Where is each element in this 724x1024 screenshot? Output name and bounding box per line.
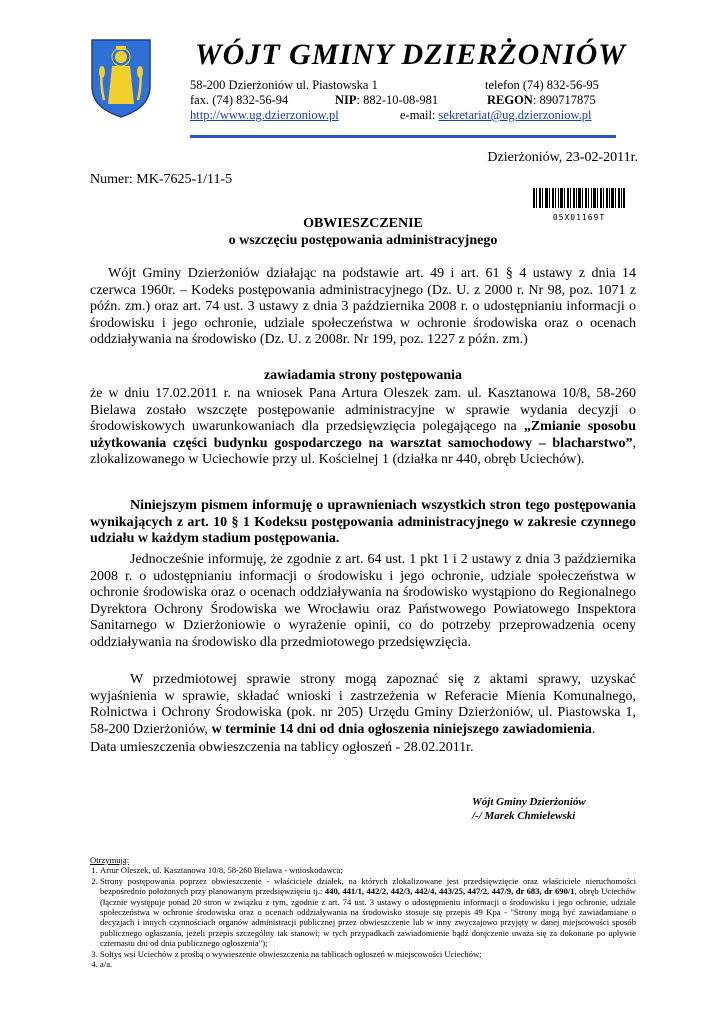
nip-value: : 882-10-08-981 (356, 93, 439, 107)
paragraph-party-rights: Niniejszym pismem informuję o uprawnieniach wszystkich stron tego postępowania wynikających z art. 10 § 1 Kodeksu postępowania administracyjnego w zakresie czynnego udziału w każdym stadium postępowania. (90, 498, 636, 547)
proceedings-text: że w dniu 17.02.2011 r. na wniosek Pana Artura Oleszek zam. ul. Kasztanowa 10/8, 58-260 Bielawa zostało wszczęte postępowanie administracyjne w sprawie wydania decyzji o środowiskowych uwarunkowaniach dla przedsięwzięcia polegającego na (90, 386, 636, 435)
signature-title: Wójt Gminy Dzierżoniów (472, 796, 586, 808)
recipient-item (100, 876, 636, 949)
recipients-list (90, 865, 636, 969)
office-title: WÓJT GMINY DZIERŻONIÓW (195, 38, 626, 71)
regon-value: : 890717875 (532, 93, 596, 107)
posting-date: Data umieszczenia obwieszczenia na tablicy ogłoszeń - 28.02.2011r. (90, 740, 474, 755)
office-regon (487, 93, 596, 108)
email-link[interactable]: sekretariat@ug.dzierzoniow.pl (438, 108, 592, 122)
proceedings-location: , zlokalizowanego w Uciechowie przy ul. Kościelnej 1 (działka nr 440, obręb Uciechów). (90, 435, 636, 468)
barcode-bars (533, 188, 625, 208)
email-label: e-mail: (400, 108, 436, 122)
office-address: 58-200 Dzierżoniów ul. Piastowska 1 (190, 78, 378, 92)
website-link[interactable]: http://www.ug.dzierzoniow.pl (190, 108, 339, 122)
recipient-item: 1. Artur Oleszek, ul. Kasztanowa 10/8, 58-260 Bielawa - wnioskodawca; (100, 865, 636, 875)
coat-of-arms-emblem (90, 38, 152, 118)
notice-subtitle: o wszczęciu postępowania administracyjnego (228, 233, 498, 248)
recipient-item: 4. a/a. (100, 959, 636, 969)
barcode (533, 188, 625, 222)
office-nip (335, 93, 438, 108)
regon-label: REGON (487, 93, 533, 107)
notice-title: OBWIESZCZENIE (303, 216, 423, 231)
recipient-text: Strony postępowania poprzez obwieszczenie - właściciele działek, na których zlokalizowane jest przedsięwzięcie oraz właściciele nieruchomości bezpośrednio położonych przy planowanym przedsięwzięciu tj.: (100, 875, 636, 897)
notice-parties: zawiadamia strony postępowania (263, 368, 463, 383)
signature-name: /-/ Marek Chmielewski (472, 810, 576, 822)
nip-label: NIP (335, 93, 357, 107)
document-number: Numer: MK-7625-1/11-5 (90, 172, 233, 187)
project-name: „Zmianie sposobu użytkowania części budynku gospodarczego na warsztat samochodowy – blacharstwo” (90, 419, 636, 451)
header-divider (190, 135, 616, 138)
recipient-text-continued: , obręb Uciechów (łącznie występuje ponad 20 stron w związku z tym, zgodnie z art. 74 ust. 3 ustawy o udostępnieniu informacji o środowisku i jego ochronie, udziale społeczeństwa w ochronie środowiska oraz o ocenach oddziaływania na środowisko stosuje się przepis 49 Kpa - "Strony mogą być zawiadamiane o decyzjach i innych czynnościach organów administracji publicznej przez obwieszczenie lub w inny zwyczajowo przyjęty w danej miejscowości sposób publicznego ogłaszania, jeżeli przepis szczególny tak stanowi; w tych przypadkach zawiadomienie bądź doręczenie uważa się za dokonane po upływie czternastu dni od dnia publicznego ogłoszenia"); (100, 886, 636, 949)
office-fax: fax. (74) 832-56-94 (190, 93, 289, 107)
access-end: . (591, 721, 596, 737)
paragraph-opinion-request: Jednocześnie informuję, że zgodnie z art. 64 ust. 1 pkt 1 i 2 ustawy z dnia 3 października 2008 r. o udostępnianiu informacji o środowisku i jego ochronie, udziale społeczeństwa w ochronie środowiska oraz o ocenach oddziaływania na środowisko wystąpiono do Regionalnego Dyrektora Ochrony Środowiska we Wrocławiu oraz Państwowego Powiatowego Inspektora Sanitarnego w Dzierżoniowie o wyrażenie opinii, co do potrzeby przeprowadzenia oceny oddziaływania na środowisko dla przedmiotowego przedsięwzięcia. (90, 552, 636, 650)
barcode-text: 05X01169T (552, 213, 606, 222)
office-phone: telefon (74) 832-56-95 (485, 78, 599, 92)
access-text: W przedmiotowej sprawie strony mogą zapoznać się z aktami sprawy, uzyskać wyjaśnienia w sprawie, składać wnioski i zastrzeżenia w Referacie Mienia Komunalnego, Rolnictwa i Ochrony Środowiska (pok. nr 205) Urzędu Gminy Dzierżoniów, ul. Piastowska 1, 58-200 Dzierżoniów, (90, 672, 636, 737)
paragraph-proceedings (90, 386, 636, 469)
paragraph-legal-basis: Wójt Gminy Dzierżoniów działając na podstawie art. 49 i art. 61 § 4 ustawy z dnia 14 czerwca 1960r. – Kodeks postępowania administracyjnego (Dz. U. z 2000 r. Nr 98, poz. 1071 z późn. zm.) oraz art. 74 ust. 3 ustawy z dnia 3 października 2008 r. o udostępnianiu informacji o środowisku i jego ochronie, udziale społeczeństwa w ochronie środowiska oraz o ocenach oddziaływania na środowisko (Dz. U. z 2008r. Nr 199, poz. 1227 z późn. zm.) (90, 266, 636, 348)
recipients-footer (90, 855, 636, 969)
office-email (400, 108, 592, 123)
deadline-text: w terminie 14 dni od dnia ogłoszenia niniejszego zawiadomienia (211, 721, 592, 737)
recipient-item: 3. Sołtys wsi Uciechów z prośbą o wywieszenie obwieszczenia na tablicach ogłoszeń w miejscowości Uciechów; (100, 949, 636, 959)
place-date: Dzierżoniów, 23-02-2011r. (487, 150, 638, 165)
recipients-heading: Otrzymują: (90, 855, 130, 865)
parcel-numbers: 440, 441/1, 442/2, 442/3, 442/4, 443/25, 447/2, 447/9, dr 683, dr 690/1 (324, 886, 575, 897)
paragraph-access-to-files (90, 672, 636, 738)
